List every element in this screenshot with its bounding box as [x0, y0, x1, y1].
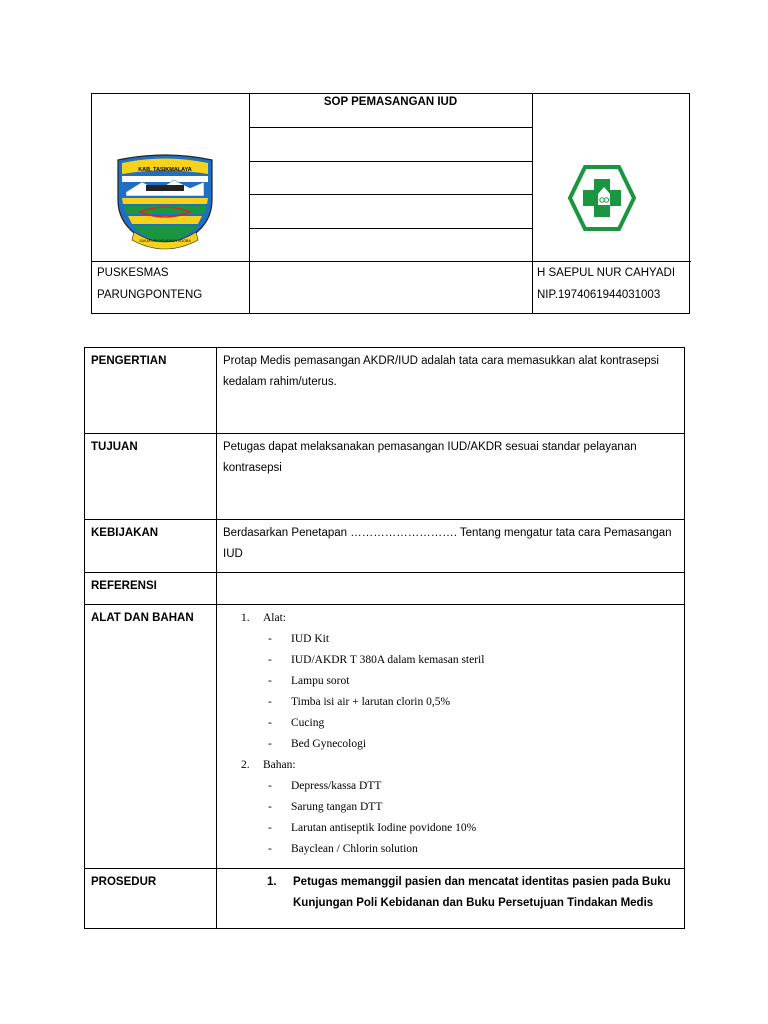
row-content: Protap Medis pemasangan AKDR/IUD adalah tata cara memasukkan alat kontrasepsi kedalam rahim/uterus. [217, 348, 685, 434]
table-row [85, 434, 685, 520]
list-item: - Bayclean / Chlorin solution [268, 843, 418, 855]
header-divider [249, 194, 532, 195]
header-divider [532, 94, 533, 313]
table-row [85, 348, 685, 434]
table-row [85, 520, 685, 573]
document-title: SOP PEMASANGAN IUD [323, 96, 458, 108]
row-label: ALAT DAN BAHAN [85, 605, 217, 869]
list-item: - Depress/kassa DTT [268, 780, 382, 792]
kab-tasikmalaya-logo-icon [112, 152, 218, 252]
list-item: - Sarung tangan DTT [268, 801, 383, 813]
row-label: PENGERTIAN [85, 348, 217, 434]
list-item: - Bed Gynecologi [268, 738, 367, 750]
table-row [85, 869, 685, 929]
list-item: - Lampu sorot [268, 675, 350, 687]
signer-nip: NIP.1974061944031003 [537, 289, 661, 301]
svg-text:KAB. TASIKMALAYA: KAB. TASIKMALAYA [138, 167, 192, 173]
list-item: - IUD/AKDR T 380A dalam kemasan steril [268, 654, 485, 666]
list-item: - Larutan antiseptik Iodine povidone 10% [268, 822, 477, 834]
list-item: 2. Bahan: [241, 759, 296, 771]
header-divider [249, 228, 532, 229]
row-content: Berdasarkan Penetapan ………………………. Tentang mengatur tata cara Pemasangan IUD [217, 520, 685, 573]
row-label: PROSEDUR [85, 869, 217, 929]
puskesmas-logo-icon [568, 165, 636, 231]
row-label: KEBIJAKAN [85, 520, 217, 573]
row-label: TUJUAN [85, 434, 217, 520]
sop-table [84, 347, 685, 929]
procedure-step: 1. Petugas memanggil pasien dan mencatat identitas pasien pada Buku Kunjungan Poli Kebidanan dan Buku Persetujuan Tindakan Medis [267, 876, 671, 909]
row-content [217, 869, 685, 929]
table-row [85, 573, 685, 605]
list-item: - IUD Kit [268, 633, 330, 645]
row-label: REFERENSI [85, 573, 217, 605]
signer-name: H SAEPUL NUR CAHYADI [537, 267, 676, 279]
list-item: 1. Alat: [241, 612, 286, 624]
table-row [85, 605, 685, 869]
org-line-1: PUSKESMAS [97, 267, 169, 279]
header-divider [249, 127, 532, 128]
signer-block [537, 262, 675, 306]
organization-name [97, 262, 202, 306]
list-item: - Timba isi air + larutan clorin 0,5% [268, 696, 451, 708]
row-content [217, 605, 685, 869]
list-item: - Cucing [268, 717, 325, 729]
svg-text:SUKAPURA NGADAUN NGORA: SUKAPURA NGADAUN NGORA [139, 239, 191, 243]
header-divider [249, 161, 532, 162]
row-content: Petugas dapat melaksanakan pemasangan IUD/AKDR sesuai standar pelayanan kontrasepsi [217, 434, 685, 520]
org-line-2: PARUNGPONTENG [97, 289, 203, 301]
header-table [91, 93, 690, 314]
row-content [217, 573, 685, 605]
